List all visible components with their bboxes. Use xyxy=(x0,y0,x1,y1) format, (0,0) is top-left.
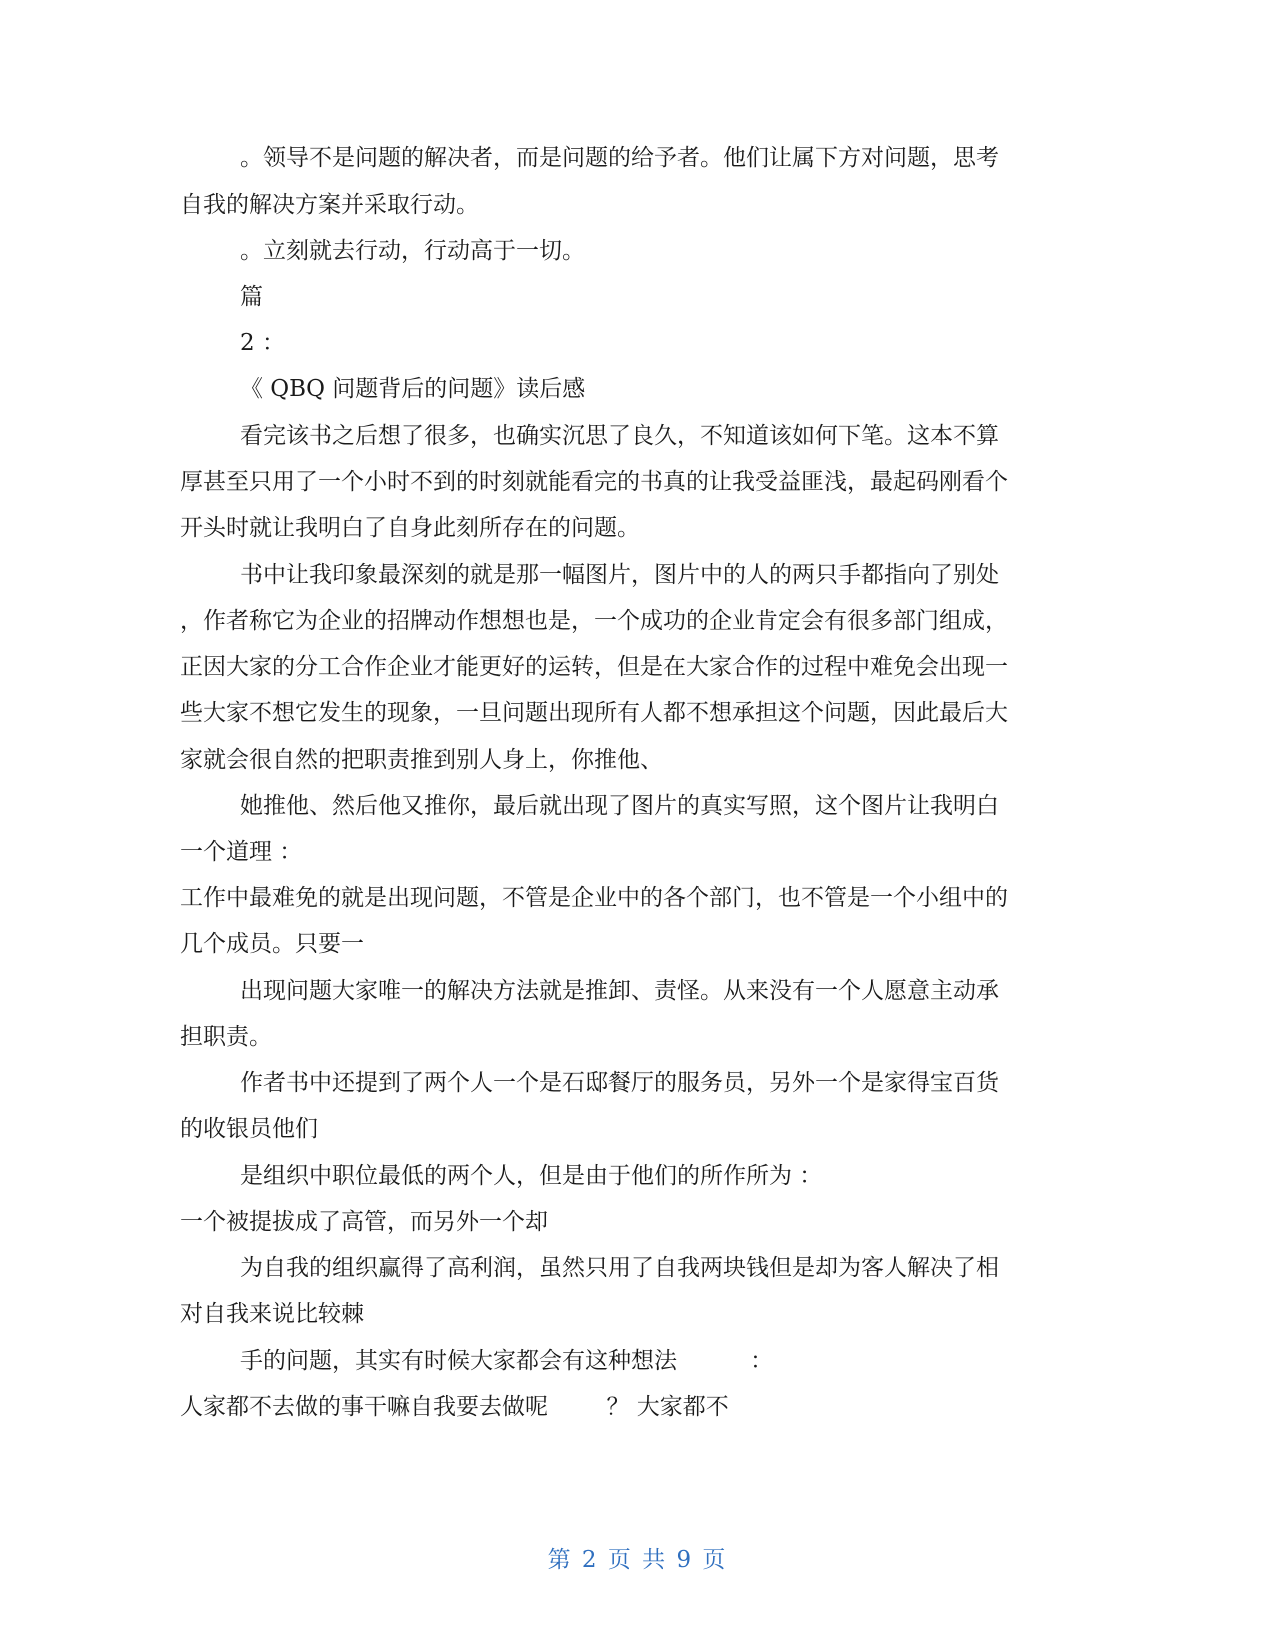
text-line: 看完该书之后想了很多，也确实沉思了良久，不知道该如何下笔。这本不算 xyxy=(240,423,999,449)
text-line: 手的问题，其实有时候大家都会有这种想法 ： xyxy=(240,1348,774,1374)
text-line: 书中让我印象最深刻的就是那一幅图片，图片中的人的两只手都指向了别处 xyxy=(240,562,999,588)
text-line: 。立刻就去行动，行动高于一切。 xyxy=(240,238,585,264)
section-title: 《 QBQ 问题背后的问题》读后感 xyxy=(240,376,586,402)
text-line: 。领导不是问题的解决者，而是问题的给予者。他们让属下方对问题，思考 xyxy=(240,145,999,171)
text-line: 开头时就让我明白了自身此刻所存在的问题。 xyxy=(180,515,640,541)
text-line: 家就会很自然的把职责推到别人身上，你推他、 xyxy=(180,747,663,773)
text-line: 一个道理 ： xyxy=(180,839,303,865)
text-line: 人家都不去做的事干嘛自我要去做呢 ？ 大家都不 xyxy=(180,1394,729,1420)
text-line: 为自我的组织赢得了高利润，虽然只用了自我两块钱但是却为客人解决了相 xyxy=(240,1255,999,1281)
text-line: 2 ： xyxy=(240,330,285,356)
text-line: 些大家不想它发生的现象，一旦问题出现所有人都不想承担这个问题，因此最后大 xyxy=(180,700,1008,726)
text-line: 厚甚至只用了一个小时不到的时刻就能看完的书真的让我受益匪浅，最起码刚看个 xyxy=(180,469,1008,495)
page-number-footer: 第 2 页 共 9 页 xyxy=(547,1547,728,1573)
text-line: 工作中最难免的就是出现问题，不管是企业中的各个部门，也不管是一个小组中的 xyxy=(180,885,1008,911)
text-line: 一个被提拔成了高管，而另外一个却 xyxy=(180,1209,548,1235)
text-line: 作者书中还提到了两个人一个是石邸餐厅的服务员，另外一个是家得宝百货 xyxy=(240,1070,999,1096)
text-line: ，作者称它为企业的招牌动作想想也是，一个成功的企业肯定会有很多部门组成， xyxy=(180,608,1008,634)
text-line: 的收银员他们 xyxy=(180,1116,318,1142)
text-line: 是组织中职位最低的两个人，但是由于他们的所作所为 ： xyxy=(240,1163,823,1189)
text-line: 篇 xyxy=(240,284,263,310)
text-line: 出现问题大家唯一的解决方法就是推卸、责怪。从来没有一个人愿意主动承 xyxy=(240,978,999,1004)
text-line: 担职责。 xyxy=(180,1024,272,1050)
text-line: 几个成员。只要一 xyxy=(180,931,364,957)
text-line: 她推他、然后他又推你，最后就出现了图片的真实写照，这个图片让我明白 xyxy=(240,793,999,819)
text-line: 自我的解决方案并采取行动。 xyxy=(180,192,479,218)
text-line: 正因大家的分工合作企业才能更好的运转，但是在大家合作的过程中难免会出现一 xyxy=(180,654,1008,680)
text-line: 对自我来说比较棘 xyxy=(180,1301,364,1327)
